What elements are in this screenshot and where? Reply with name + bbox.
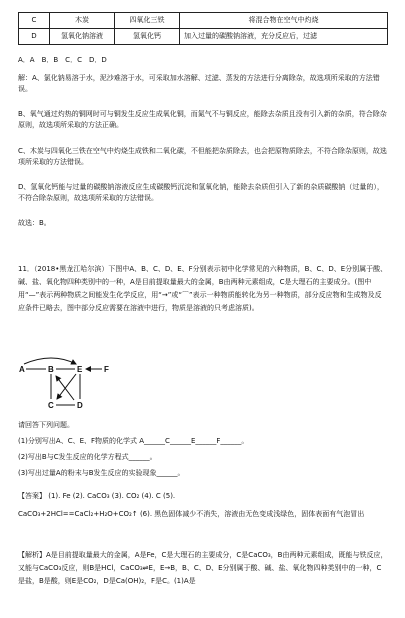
- q10-choices: A．A B．B C．C D．D: [18, 56, 107, 64]
- node-e: E: [77, 365, 83, 374]
- q11-stem: 11．（2018•黑龙江哈尔滨）下图中A、B、C、D、E、F分别表示初中化学常见的六种物质，B、C、D、E分别属于酸、碱、盐、氧化物四种类别中的一种，A是目前提取量最大的金属，B由两种元素组成，C是大理石的主要成分。(图中用“—”表示两种物质之间能发生化学反应，用“→”或“⌒”表示一种物质能转化为另一种物质，部分反应物和生成物及反应条件已略去，图中部分反应需要在溶液中进行，物质是溶液的只考虑溶质)。: [18, 265, 388, 312]
- analysis-text: 【解析】A是目前提取量最大的金属，A是Fe，C是大理石的主要成分，C是CaCO₃，B由两种元素组成，既能与铁反应，又能与CaCO₃反应，则B是HCl，CaCO₃⇌E，E→B，B、C、D、E分别属于酸、碱、盐、氧化物四种类别中的一种，C是盐，B是酸，则E是CO₂，D是Ca(OH)₂，F是C。(1)A是: [18, 551, 388, 585]
- node-d: D: [77, 401, 83, 410]
- q11-question-2: (2)写出B与C发生反应的化学方程式______。: [18, 453, 157, 461]
- node-c: C: [48, 401, 54, 410]
- q11-question-3: (3)写出过量A的粉末与B发生反应的实验现象______。: [18, 469, 185, 477]
- edge-e-c: [57, 374, 76, 399]
- node-a: A: [19, 365, 25, 374]
- reaction-diagram: [16, 350, 112, 414]
- q10-answer: 故选：B。: [18, 219, 51, 227]
- table-row: [19, 29, 388, 45]
- table-row: [19, 13, 388, 29]
- answer-line-1: 【答案】 (1). Fe (2). CaCO₃ (3). CO₂ (4). C (5).: [18, 492, 176, 500]
- q10-analysis-b: B、氧气通过灼热的铜网时可与铜发生反应生成氧化铜，而氮气不与铜反应，能除去杂质且没有引入新的杂质，符合除杂原则，故选项所采取的方法正确。: [18, 110, 387, 129]
- node-f: F: [104, 365, 109, 374]
- q11-prompt: 请回答下列问题。: [18, 421, 74, 429]
- answer-line-2: CaCO₃+2HCl==CaCl₂+H₂O+CO₂↑ (6). 黑色固体减少不消失，溶液由无色变成浅绿色，固体表面有气泡冒出: [18, 510, 365, 518]
- q10-analysis-a: 解：A、氯化钠易溶于水，泥沙难溶于水，可采取加水溶解、过滤、蒸发的方法进行分离除杂，故选项所采取的方法错误。: [18, 74, 380, 93]
- substance-cell: 氢氧化钠溶液: [50, 29, 115, 45]
- q10-analysis-d: D、氢氧化钙能与过量的碳酸钠溶液反应生成碳酸钙沉淀和氢氧化钠，能除去杂质但引入了新的杂质碳酸钠（过量的），不符合除杂原则，故选项所采取的方法错误。: [18, 183, 384, 202]
- method-cell: 将混合物在空气中灼烧: [180, 13, 388, 29]
- node-b: B: [48, 365, 54, 374]
- option-letter: C: [19, 13, 50, 29]
- edge-a-e-arc: [24, 358, 76, 364]
- substance-cell: 木炭: [50, 13, 115, 29]
- method-cell: 加入过量的碳酸钠溶液，充分反应后，过滤: [180, 29, 388, 45]
- option-letter: D: [19, 29, 50, 45]
- options-table: [18, 12, 388, 45]
- q11-question-1: (1)分别写出A、C、E、F物质的化学式 A______C______E______F______。: [18, 437, 249, 445]
- impurity-cell: 氢氧化钙: [115, 29, 180, 45]
- impurity-cell: 四氧化三铁: [115, 13, 180, 29]
- q10-analysis-c: C、木炭与四氧化三铁在空气中灼烧生成铁和二氧化碳，不但能把杂质除去，也会把原物质除去，不符合除杂原则，故选项所采取的方法错误。: [18, 147, 387, 166]
